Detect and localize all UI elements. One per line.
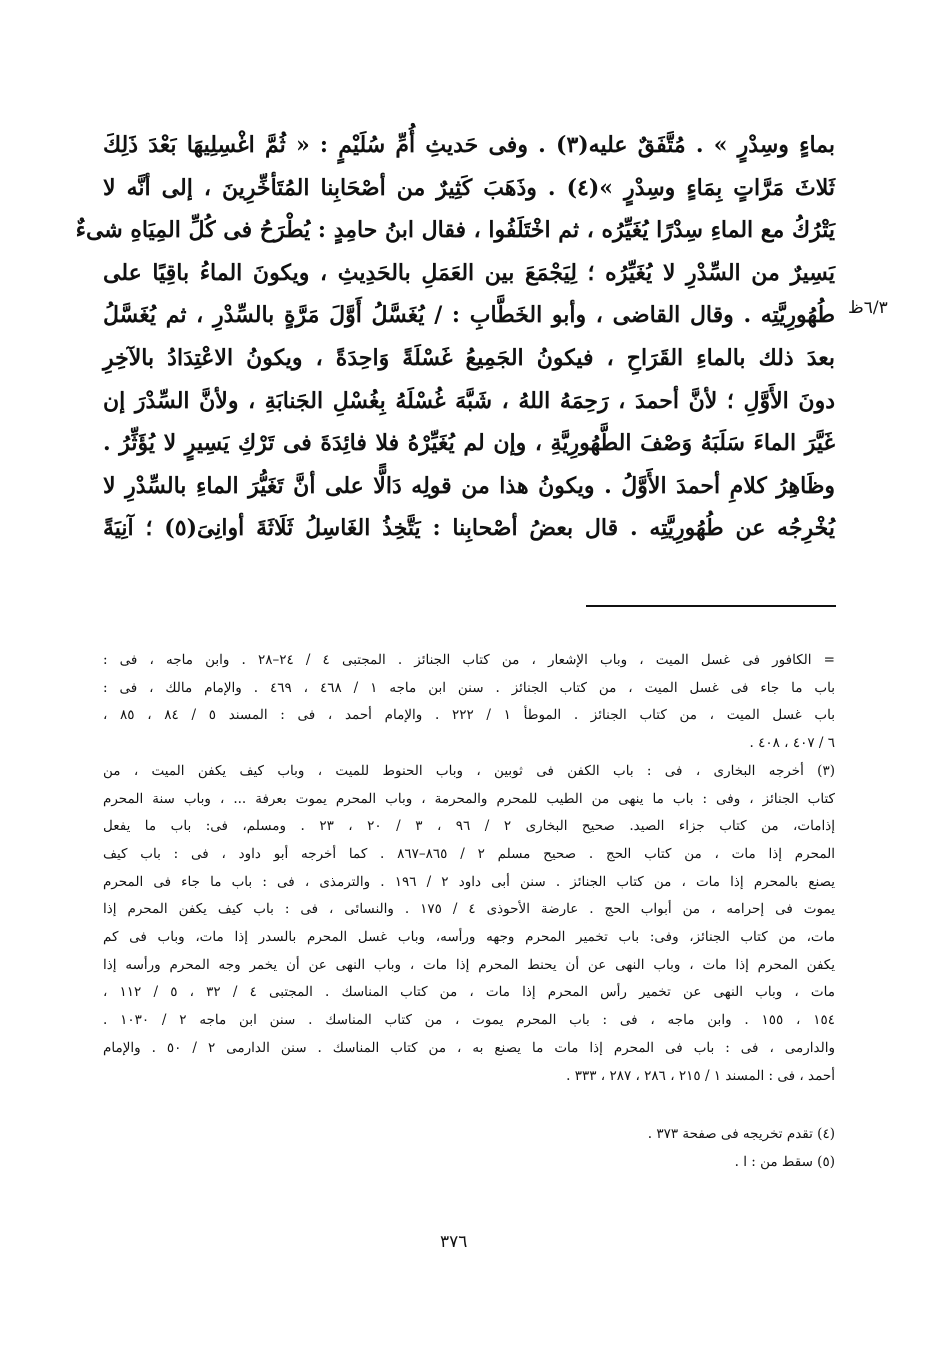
body-line: غَيَّرَ الماءَ سَلَبَهُ وَصْفَ الطَّهُورِيَّةِ ، وإن لم يُغَيِّرْهُ فلا فائِدَةَ فى تَرْكِ يَسِيرٍ لا يُؤَثِّرُ .: [103, 430, 835, 457]
footnote-line: مات ، وباب النهى عن تخمير رأس المحرم إذا مات ، من كتاب المناسك . المجتبى ٤ / ٣٢ ، ٥ / ١١٢ ،: [103, 984, 835, 1001]
margin-note: ٦/٣ظ: [848, 298, 888, 318]
footnote-line: باب غسل الميت ، من كتاب الجنائز . الموطأ ١ / ٢٢٢ . والإمام أحمد ، فى : المسند ٥ / ٨٤ ، ٨٥ ،: [103, 707, 835, 724]
body-line: يَسِيرٌ من السِّدْرِ لا يُغَيِّرُه ؛ لِيَجْمَعَ بين العَمَلِ بالحَدِيثِ ، ويكونَ الماءُ باقِيًا على: [103, 259, 835, 286]
footnote-line: باب ما جاء فى غسل الميت ، من كتاب الجنائز . سنن ابن ماجه ١ / ٤٦٨ ، ٤٦٩ . والإمام مالك ، فى :: [103, 679, 835, 696]
footnote-line: أحمد ، فى : المسند ١ / ٢١٥ ، ٢٨٦ ، ٢٨٧ ، ٣٣٣ .: [566, 1067, 835, 1084]
body-line: بماءٍ وسِدْرٍ » . مُتَّفَقٌ عليه(٣) . وفى حَديثِ أُمِّ سُلَيْمٍ : « ثُمَّ اغْسِلِيهَا بَعْدَ ذَلِكَ: [103, 132, 835, 158]
body-line: بعدَ ذلك بالماءِ القَرَاحِ ، فيكونُ الجَمِيعُ غَسْلَةً وَاحِدَةً ، ويكونُ الاعْتِدَادُ بالآخِرِ: [103, 345, 835, 371]
footnote-line: المحرم إذا مات ، من كتاب الحج . صحيح مسلم ٢ / ٨٦٥–٨٦٧ . كما أخرجه أبو داود ، فى : باب كيف: [103, 845, 835, 862]
page-number: ٣٧٦: [440, 1232, 468, 1252]
footnote-line: (٣) أخرجه البخارى ، فى : باب الكفن فى ثوبين ، وباب الحنوط للميت ، وباب كيف يكفن الميت ، من: [103, 762, 835, 779]
body-line: ثَلاثَ مَرَّاتٍ بِمَاءٍ وسِدْرٍ »(٤) . وذَهَبَ كَثِيرٌ من أصْحَابِنا المُتَأخِّرِينَ ، إلى أنَّه لا: [103, 174, 835, 201]
footnote-line: يكفن المحرم إذا مات ، وباب النهى عن أن يحنط المحرم إذا مات ، وباب النهى عن أن يخمر وجه المحرم ورأسه إذا: [103, 956, 835, 973]
footnote-line: (٤) تقدم تخريجه فى صفحة ٣٧٣ .: [647, 1126, 835, 1142]
footnote-line: يموت فى إحرامه ، من أبواب الحج . عارضة الأحوذى ٤ / ١٧٥ . والنسائى ، فى : باب كيف يكفن المحرم إذا: [103, 901, 836, 918]
footnote-divider: [586, 605, 836, 607]
footnote-line: إذامات، من كتاب جزاء الصيد. صحيح البخارى ٢ / ٩٦ ، ٣ / ٢٠ ، ٢٣ . ومسلم، فى: باب ما يفعل: [103, 818, 835, 835]
footnote-line: يصنع بالمحرم إذا مات ، من كتاب الجنائز . سنن أبى داود ٢ / ١٩٦ . والترمذى ، فى : باب ما جاء فى المحرم: [103, 873, 835, 890]
footnote-line: ١٥٤ ، ١٥٥ . وابن ماجه ، فى : باب المحرم يموت ، من كتاب المناسك . سنن ابن ماجه ٢ / ١٠٣٠ .: [103, 1012, 835, 1029]
footnote-line: والدارمى ، فى : باب فى المحرم إذا مات ما يصنع به ، من كتاب المناسك . سنن الدارمى ٢ / ٥٠ . والإمام: [103, 1039, 835, 1056]
footnote-line: = الكافور فى غسل الميت ، وباب الإشعار ، من كتاب الجنائز . المجتبى ٤ / ٢٤–٢٨ . وابن ماجه ، فى :: [103, 652, 835, 668]
footnote-line: (٥) سقط من : ا .: [734, 1154, 835, 1170]
body-line: وظَاهِرُ كلامِ أحمدَ الأَوَّلُ . ويكونُ هذا من قولِه دَالًّا على أنَّ تَغَيُّرَ الماءِ بالسِّدْرِ لا: [103, 472, 835, 499]
body-line: يُخْرِجُه عن طُهُورِيَّتِه . قال بعضُ أصْحابِنا : يَتَّخِذُ الغَاسِلُ ثَلَاثَةَ أوانِىَ(٥) ؛ آنِيَةً: [103, 515, 836, 542]
body-line: يَتْرُكُ مع الماءِ سِدْرًا يُغَيِّرُه ، ثم اخْتَلَفُوا ، فقال ابنُ حامِدٍ : يُطْرَحُ فى كُلِّ المِيَاهِ شىءٌ: [75, 217, 835, 244]
footnote-line: ٦ / ٤٠٧ ، ٤٠٨ .: [749, 735, 835, 752]
body-line: دونَ الأَوَّلِ ؛ لأنَّ أحمدَ ، رَحِمَهُ اللهُ ، شَبَّهَ غُسْلَهُ بِغُسْلِ الجَنابَةِ ، ولأنَّ السِّدْرَ إن: [103, 387, 835, 414]
body-line: طُهُورِيَّتِه . وقال القاضى ، وأبو الخَطَّابِ : / يُغَسَّلُ أَوَّلَ مَرَّةٍ بالسِّدْرِ ، ثم يُغَسَّلُ: [103, 302, 835, 329]
footnote-line: كتاب الجنائز ، وفى : باب ما ينهى من الطيب للمحرم والمحرمة ، وباب المحرم يموت بعرفة ... ، وباب سنة المحرم: [103, 790, 835, 807]
footnote-line: مات، من كتاب الجنائز، وفى: باب تخمير المحرم وجهه ورأسه، وباب غسل المحرم بالسدر إذا مات، وباب فى كم: [103, 929, 835, 945]
